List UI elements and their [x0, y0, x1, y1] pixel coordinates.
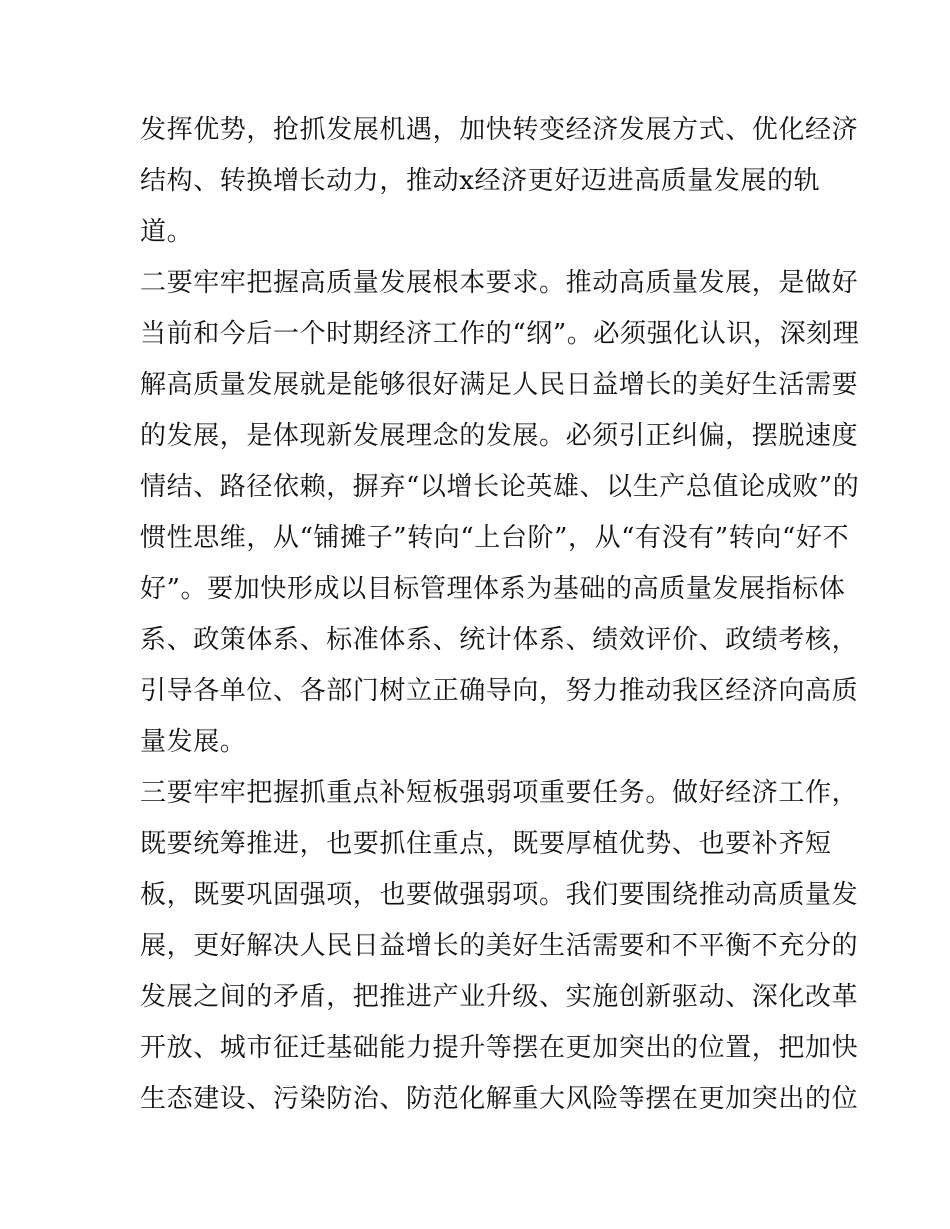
text-line: 发挥优势，抢抓发展机遇，加快转变经济发展方式、优化经济: [140, 115, 859, 145]
text-line: 好”。要加快形成以目标管理体系为基础的高质量发展指标体: [140, 574, 846, 604]
text-line: 生态建设、污染防治、防范化解重大风险等摆在更加突出的位: [140, 1084, 859, 1114]
text-line: 解高质量发展就是能够很好满足人民日益增长的美好生活需要: [140, 370, 859, 400]
text-line: 开放、城市征迁基础能力提升等摆在更加突出的位置，把加快: [140, 1033, 859, 1063]
text-line: 既要统筹推进，也要抓住重点，既要厚植优势、也要补齐短: [140, 829, 832, 859]
text-line: 惯性思维，从“铺摊子”转向“上台阶”，从“有没有”转向“好不: [140, 523, 850, 553]
text-line: 展，更好解决人民日益增长的美好生活需要和不平衡不充分的: [140, 931, 859, 961]
text-line: 三要牢牢把握抓重点补短板强弱项重要任务。做好经济工作，: [140, 778, 859, 808]
text-line: 量发展。: [140, 727, 247, 757]
text-line: 二要牢牢把握高质量发展根本要求。推动高质量发展，是做好: [140, 268, 859, 298]
text-line: 情结、路径依赖，摒弃“以增长论英雄、以生产总值论成败”的: [140, 472, 860, 502]
body-text: [140, 105, 860, 1125]
text-line: 发展之间的矛盾，把推进产业升级、实施创新驱动、深化改革: [140, 982, 859, 1012]
text-line: 结构、转换增长动力，推动x经济更好迈进高质量发展的轨: [140, 166, 821, 196]
text-line: 的发展，是体现新发展理念的发展。必须引正纠偏，摆脱速度: [140, 421, 859, 451]
text-line: 板，既要巩固强项，也要做强弱项。我们要围绕推动高质量发: [140, 880, 859, 910]
text-line: 系、政策体系、标准体系、统计体系、绩效评价、政绩考核，: [140, 625, 859, 655]
text-line: 引导各单位、各部门树立正确导向，努力推动我区经济向高质: [140, 676, 859, 706]
text-line: 当前和今后一个时期经济工作的“纲”。必须强化认识，深刻理: [140, 319, 860, 349]
text-line: 道。: [140, 217, 194, 247]
